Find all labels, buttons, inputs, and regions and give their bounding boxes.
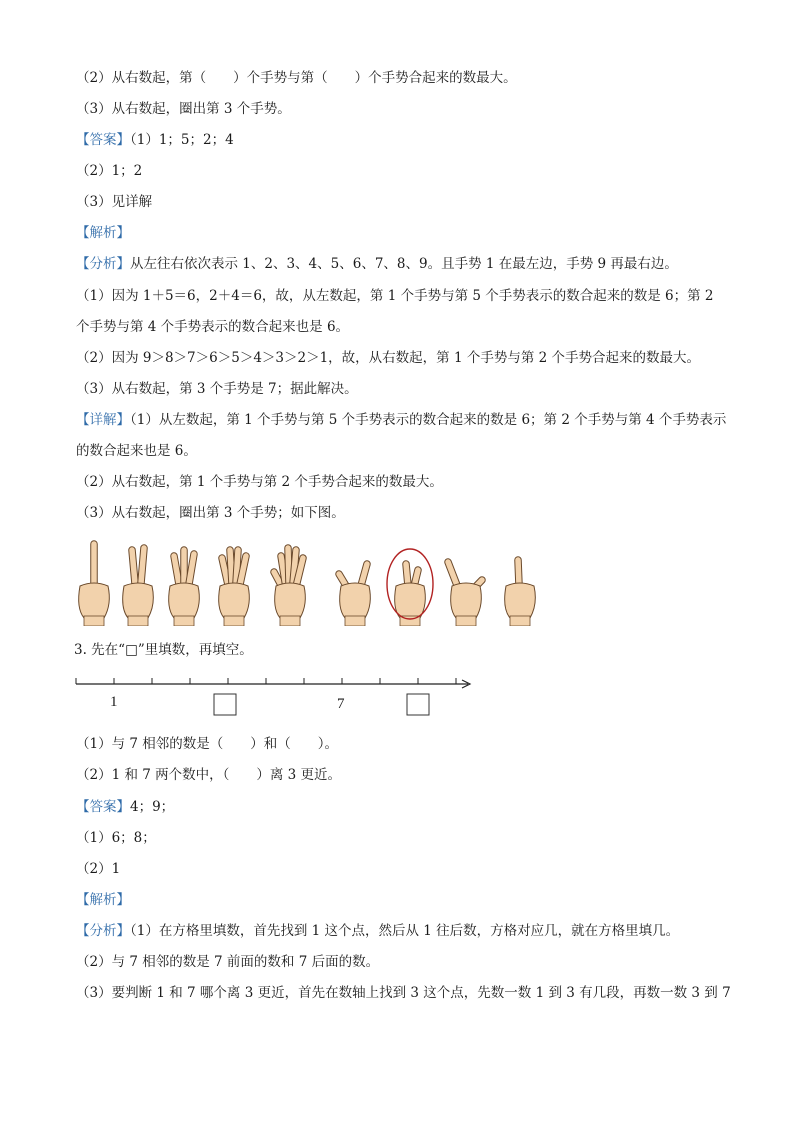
text-line [76, 130, 234, 150]
section-tag: 【详解】 [76, 412, 130, 428]
text-line [76, 734, 338, 754]
line-text: （1）1；5；2；4 [130, 132, 234, 148]
line-text: （1）与 7 相邻的数是（ ）和（ ）。 [76, 736, 339, 752]
hand-gesture-7 [395, 564, 426, 626]
line-text: （1）6；8； [76, 830, 156, 846]
text-line [76, 161, 142, 181]
text-line [76, 441, 197, 461]
hand-gesture-4 [219, 550, 250, 626]
hand-gestures-image [72, 538, 550, 626]
text-line [76, 286, 714, 306]
line-text: （2）从右数起，第（ ）个手势与第（ ）个手势合起来的数最大。 [76, 70, 517, 86]
line-text: （2）1 和 7 两个数中，（ ）离 3 更近。 [76, 767, 342, 783]
line-text: （2）因为 9＞8＞7＞6＞5＞4＞3＞2＞1，故，从右数起，第 1 个手势与第 2 个手势合起来的数最大。 [76, 350, 701, 366]
section-tag: 【解析】 [76, 225, 130, 241]
number-line-figure [72, 670, 482, 722]
text-line [76, 503, 345, 523]
line-text: 4；9； [130, 799, 175, 815]
line-text: （1）在方格里填数，首先找到 1 这个点，然后从 1 往后数，方格对应几，就在方格里填几。 [130, 923, 680, 939]
text-line [76, 379, 358, 399]
line-text: （2）1；2 [76, 163, 143, 179]
text-line [76, 765, 341, 785]
hand-gesture-3 [169, 550, 200, 626]
line-text: （3）从右数起，圈出第 3 个手势。 [76, 101, 291, 117]
number-line-label-1: 1 [110, 694, 118, 710]
line-text: （2）与 7 相邻的数是 7 前面的数和 7 后面的数。 [76, 954, 380, 970]
hand-gesture-2 [123, 548, 154, 626]
answer-box-2[interactable] [407, 694, 429, 715]
text-line [76, 983, 731, 1003]
text-line [76, 317, 349, 337]
number-line-ticks [76, 678, 456, 684]
line-text: 从左往右依次表示 1、2、3、4、5、6、7、8、9。且手势 1 在最左边，手势 9 再最右边。 [130, 256, 678, 272]
line-text: （1）因为 1＋5＝6，2＋4＝6，故，从左数起，第 1 个手势与第 5 个手势表示的数合起来的数是 6；第 2 [76, 288, 714, 304]
text-line [76, 472, 443, 492]
text-line [76, 192, 152, 212]
text-line [76, 859, 120, 879]
line-text: （3）要判断 1 和 7 哪个离 3 更近，首先在数轴上找到 3 这个点，先数一数 1 到 3 有几段，再数一数 3 到 7 [76, 985, 731, 1001]
section-tag: 【分析】 [76, 923, 130, 939]
number-line-label-7: 7 [337, 696, 345, 712]
text-line [76, 921, 679, 941]
hand-gesture-1 [79, 544, 110, 626]
hand-gesture-6 [339, 564, 370, 626]
section-tag: 【答案】 [76, 132, 130, 148]
text-line [76, 99, 291, 119]
line-text: 个手势与第 4 个手势表示的数合起来也是 6。 [76, 319, 350, 335]
answer-box-1[interactable] [214, 694, 236, 715]
text-line [76, 952, 379, 972]
text-line [76, 890, 130, 910]
section-tag: 【解析】 [76, 892, 130, 908]
hand-gesture-5 [274, 548, 305, 626]
hand-gesture-8 [448, 562, 482, 626]
line-text: 3. 先在“□”里填数，再填空。 [74, 642, 253, 658]
text-line [76, 348, 700, 368]
line-text: （3）从右数起，第 3 个手势是 7；据此解决。 [76, 381, 358, 397]
text-line [74, 640, 253, 660]
line-text: 的数合起来也是 6。 [76, 443, 197, 459]
section-tag: 【分析】 [76, 256, 130, 272]
line-text: （3）见详解 [76, 194, 153, 210]
text-line [76, 828, 156, 848]
text-line [76, 797, 174, 817]
text-line [76, 254, 678, 274]
text-line [76, 410, 726, 430]
line-text: （1）从左数起，第 1 个手势与第 5 个手势表示的数合起来的数是 6；第 2 个手势与第 4 个手势表示 [130, 412, 727, 428]
line-text: （3）从右数起，圈出第 3 个手势；如下图。 [76, 505, 345, 521]
text-line [76, 68, 517, 88]
text-line [76, 223, 130, 243]
line-text: （2）1 [76, 861, 121, 877]
line-text: （2）从右数起，第 1 个手势与第 2 个手势合起来的数最大。 [76, 474, 443, 490]
section-tag: 【答案】 [76, 799, 130, 815]
hand-gesture-9 [505, 560, 536, 626]
